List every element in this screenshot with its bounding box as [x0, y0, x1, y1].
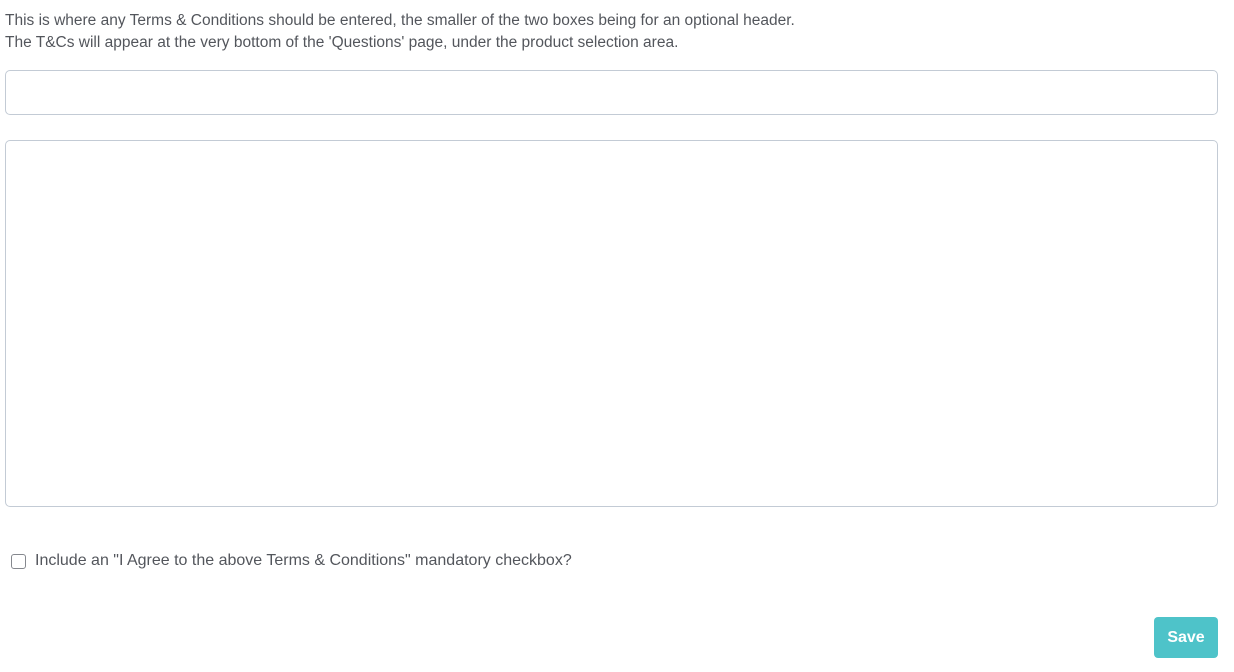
intro-line-2: The T&Cs will appear at the very bottom of the 'Questions' page, under the product selection area. [5, 34, 679, 51]
intro-line-1: This is where any Terms & Conditions should be entered, the smaller of the two boxes being for an optional header. [5, 12, 795, 29]
agree-mandatory-checkbox[interactable] [11, 554, 26, 569]
terms-header-input[interactable] [5, 70, 1218, 115]
intro-text [5, 10, 1218, 54]
save-button[interactable]: Save [1154, 617, 1218, 658]
agree-checkbox-row [11, 552, 1218, 570]
terms-body-textarea[interactable] [5, 140, 1218, 507]
agree-checkbox-label[interactable]: Include an "I Agree to the above Terms & Conditions" mandatory checkbox? [35, 552, 572, 569]
